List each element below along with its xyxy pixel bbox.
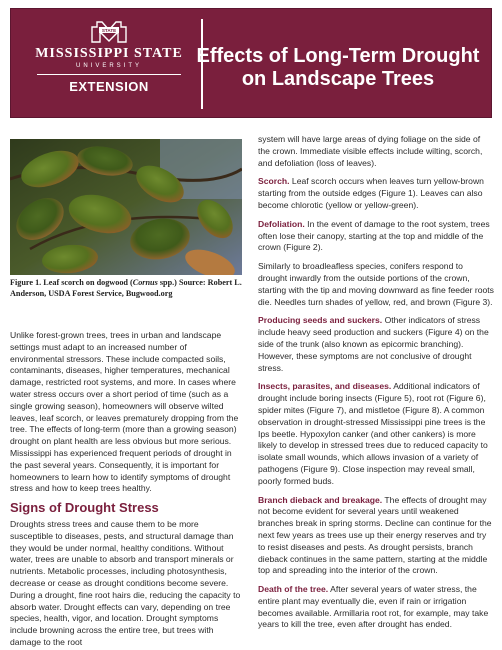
logo-university: UNIVERSITY [75,63,142,69]
logo-name: MISSISSIPPI STATE [35,46,183,61]
figure-1-caption [10,277,242,299]
signs-heading: Signs of Drought Stress [10,500,159,515]
branch-paragraph [258,495,494,578]
right-column [258,134,494,638]
death-paragraph [258,584,494,631]
scorch-text: Leaf scorch occurs when leaves turn yellow-brown starting from the outside edges (Figure 1). Leaves can also become chlorotic (yellow or yellow-green). [258,176,484,210]
defoliation-lead: Defoliation. [258,218,305,229]
logo-divider [37,74,181,75]
insects-lead: Insects, parasites, and diseases. [258,381,392,392]
caption-part-b: spp.) Source: Robert L. Anderson, USDA Forest Service, Bugwood.org [10,278,242,298]
title-line-2: on Landscape Trees [241,68,435,90]
defoliation-paragraph [258,219,494,254]
title-line-1: Effects of Long-Term Drought [196,45,480,67]
branch-text: The effects of drought may not become evident for several years until weakened branches break in spring storms. Decline can continue for the next few years as trees use up their energy reserves and try to resist diseases and pests. As drought persists, branch dieback continues in the same pattern, starting at the middle top and spreading into the interior of the crown. [258,494,492,576]
death-text: After several years of water stress, the entire plant may eventually die, even if rain or irrigation becomes available. Armillaria root rot, for example, may take years to kill the tree, even after drought has ended. [258,584,489,630]
dogwood-leaf-scorch-image [10,139,242,275]
intro-paragraph: Unlike forest-grown trees, trees in urban and landscape settings must adapt to an increased number of environmental stressors. These include compacted soils, contaminants, diseases, higher temperatures, mechanical damage, restricted root systems, and more. In cases where water stress occurs over a short period of time (such as a single growing season), homeowners will observe wilted leaves, leaf scorch, or leaves prematurely dropping from the tree. The effects of long-term (more than a growing season) drought on plant health are less obvious but more serious. Mississippi has experienced frequent periods of drought in the past several years. Consequently, it is important for homeowners to learn how to identify symptoms of drought stress and how to keep trees healthy. [10,330,239,494]
signs-paragraph: Droughts stress trees and cause them to be more susceptible to diseases, pests, and structural damage than they would be under normal, healthy conditions. Without water, trees are unable to absorb and transport minerals or nutrients. Metabolic processes, including photosynthesis, decrease or cease as drought conditions become severe. During a drought, fine root hairs die, reducing the capacity to absorb water. Drought effects can vary, depending on tree species, health, vigor, and location. Drought symptoms include browning across the entire tree, but trees with damage to the root [10,519,241,647]
logo-state-badge: STATE [101,27,117,33]
msu-extension-logo [29,21,189,94]
insects-paragraph [258,381,494,487]
scorch-lead: Scorch. [258,176,290,187]
continued-paragraph: system will have large areas of dying foliage on the side of the crown. Immediate visible effects include wilting, scorch, and defoliation (loss of leaves). [258,134,483,168]
conifers-paragraph: Similarly to broadleafless species, conifers respond to drought inwardly from the outside portions of the crown, starting with the tip and moving downward as fine feeder roots die. Needles turn shades of yellow, red, and brown (Figure 3). [258,261,494,307]
header-banner [10,8,492,118]
scorch-paragraph [258,176,494,211]
defoliation-text: In the event of damage to the root system, trees often lose their canopy, starting at the top and middle of the crown (Figure 2). [258,218,490,253]
branch-lead: Branch dieback and breakage. [258,494,383,505]
seeds-paragraph [258,315,494,374]
caption-part-a: Figure 1. Leaf scorch on dogwood ( [10,278,133,287]
figure-1-photo [10,139,242,275]
seeds-lead: Producing seeds and suckers. [258,315,383,326]
death-lead: Death of the tree. [258,584,329,595]
msu-m-icon [91,21,127,43]
page-title [183,45,493,91]
seeds-text: Other indicators of stress include heavy seed production and suckers (Figure 4) on the side of the trunk (also known as epicormic branching). However, these symptoms are not conclusive of drought stress. [258,315,489,373]
caption-genus: Cornus [132,278,158,287]
insects-text: Additional indicators of drought include boring insects (Figure 5), root rot (Figure 6), spider mites (Figure 7), and mistletoe (Figure 8). A common observation in drought-stressed Mississippi pine trees is the Ips beetle. Hypoxylon canker (and other cankers) is more likely to develop in stressed trees due to reduced capacity to isolate small wounds, which allows invasion of a variety of pathogens (Figure 9). Close inspection may reveal small, poorly formed buds. [258,381,488,486]
logo-extension: EXTENSION [69,79,149,94]
